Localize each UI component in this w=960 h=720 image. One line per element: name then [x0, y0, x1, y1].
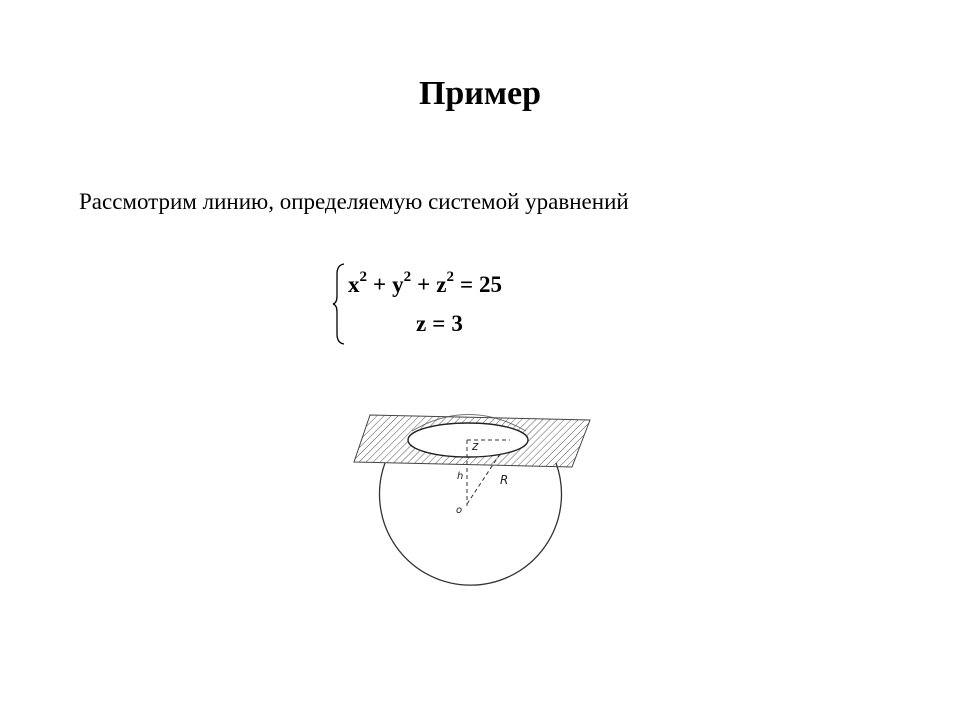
exp-y: 2	[403, 269, 412, 286]
var-y: y	[392, 272, 404, 297]
var-z: z	[416, 311, 427, 336]
rhs-value: 3	[451, 311, 463, 336]
equals-sign: =	[459, 272, 474, 297]
equals-sign: =	[432, 311, 446, 336]
equation-sphere	[348, 271, 502, 299]
exp-z: 2	[446, 269, 454, 286]
label-z: z	[472, 439, 479, 453]
plus-sign: +	[417, 272, 431, 297]
left-brace	[332, 262, 346, 346]
slide-title: Пример	[418, 75, 542, 112]
intro-text: Рассмотрим линию, определяемую системой уравнений	[79, 189, 629, 214]
sphere-outline	[380, 463, 562, 585]
plus-sign: +	[373, 272, 387, 297]
var-x: x	[348, 272, 360, 297]
var-z: z	[436, 272, 447, 297]
equation-plane	[416, 310, 463, 338]
rhs-value: 25	[479, 272, 503, 297]
label-o: o	[456, 505, 463, 516]
equation-system	[332, 262, 572, 346]
label-R: R	[500, 473, 509, 487]
label-h: h	[457, 471, 464, 482]
exp-x: 2	[359, 269, 367, 286]
sphere-plane-figure	[350, 400, 600, 605]
